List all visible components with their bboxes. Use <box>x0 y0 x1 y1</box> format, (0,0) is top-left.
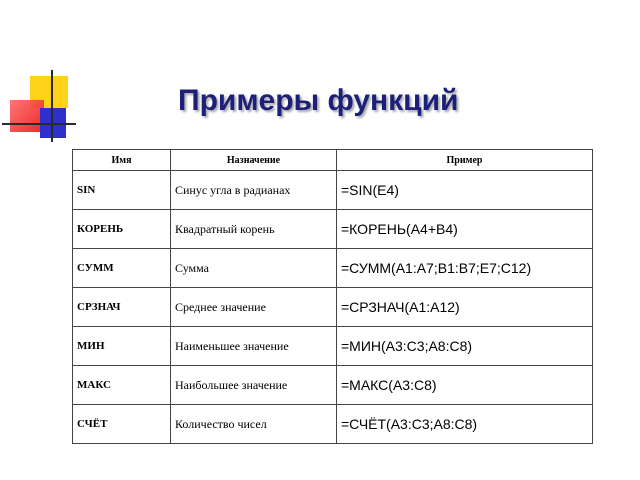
function-example: =SIN(E4) <box>337 171 593 210</box>
header-example: Пример <box>337 150 593 171</box>
table-row <box>73 405 593 444</box>
table-row <box>73 210 593 249</box>
table-row <box>73 327 593 366</box>
red-square <box>10 100 44 132</box>
function-example: =СЧЁТ(A3:C3;A8:C8) <box>337 405 593 444</box>
table-row <box>73 366 593 405</box>
table-row <box>73 171 593 210</box>
function-purpose: Синус угла в радианах <box>171 171 337 210</box>
table-row <box>73 249 593 288</box>
function-example: =СУММ(A1:A7;B1:B7;E7;C12) <box>337 249 593 288</box>
function-name: МАКС <box>73 366 171 405</box>
function-purpose: Наименьшее значение <box>171 327 337 366</box>
decorative-logo <box>0 0 90 150</box>
slide-title: Примеры функций <box>178 84 459 117</box>
functions-table <box>72 149 593 444</box>
vertical-line <box>51 70 53 142</box>
function-name: МИН <box>73 327 171 366</box>
function-purpose: Квадратный корень <box>171 210 337 249</box>
function-name: СРЗНАЧ <box>73 288 171 327</box>
table-row <box>73 288 593 327</box>
function-purpose: Количество чисел <box>171 405 337 444</box>
function-example: =КОРЕНЬ(A4+B4) <box>337 210 593 249</box>
function-name: СЧЁТ <box>73 405 171 444</box>
function-name: SIN <box>73 171 171 210</box>
function-example: =МАКС(A3:C8) <box>337 366 593 405</box>
table-header-row <box>73 150 593 171</box>
header-purpose: Назначение <box>171 150 337 171</box>
function-purpose: Наибольшее значение <box>171 366 337 405</box>
function-example: =СРЗНАЧ(A1:A12) <box>337 288 593 327</box>
horizontal-line <box>2 123 76 125</box>
function-example: =МИН(A3:C3;A8:C8) <box>337 327 593 366</box>
function-name: КОРЕНЬ <box>73 210 171 249</box>
function-purpose: Среднее значение <box>171 288 337 327</box>
function-purpose: Сумма <box>171 249 337 288</box>
function-name: СУММ <box>73 249 171 288</box>
header-name: Имя <box>73 150 171 171</box>
